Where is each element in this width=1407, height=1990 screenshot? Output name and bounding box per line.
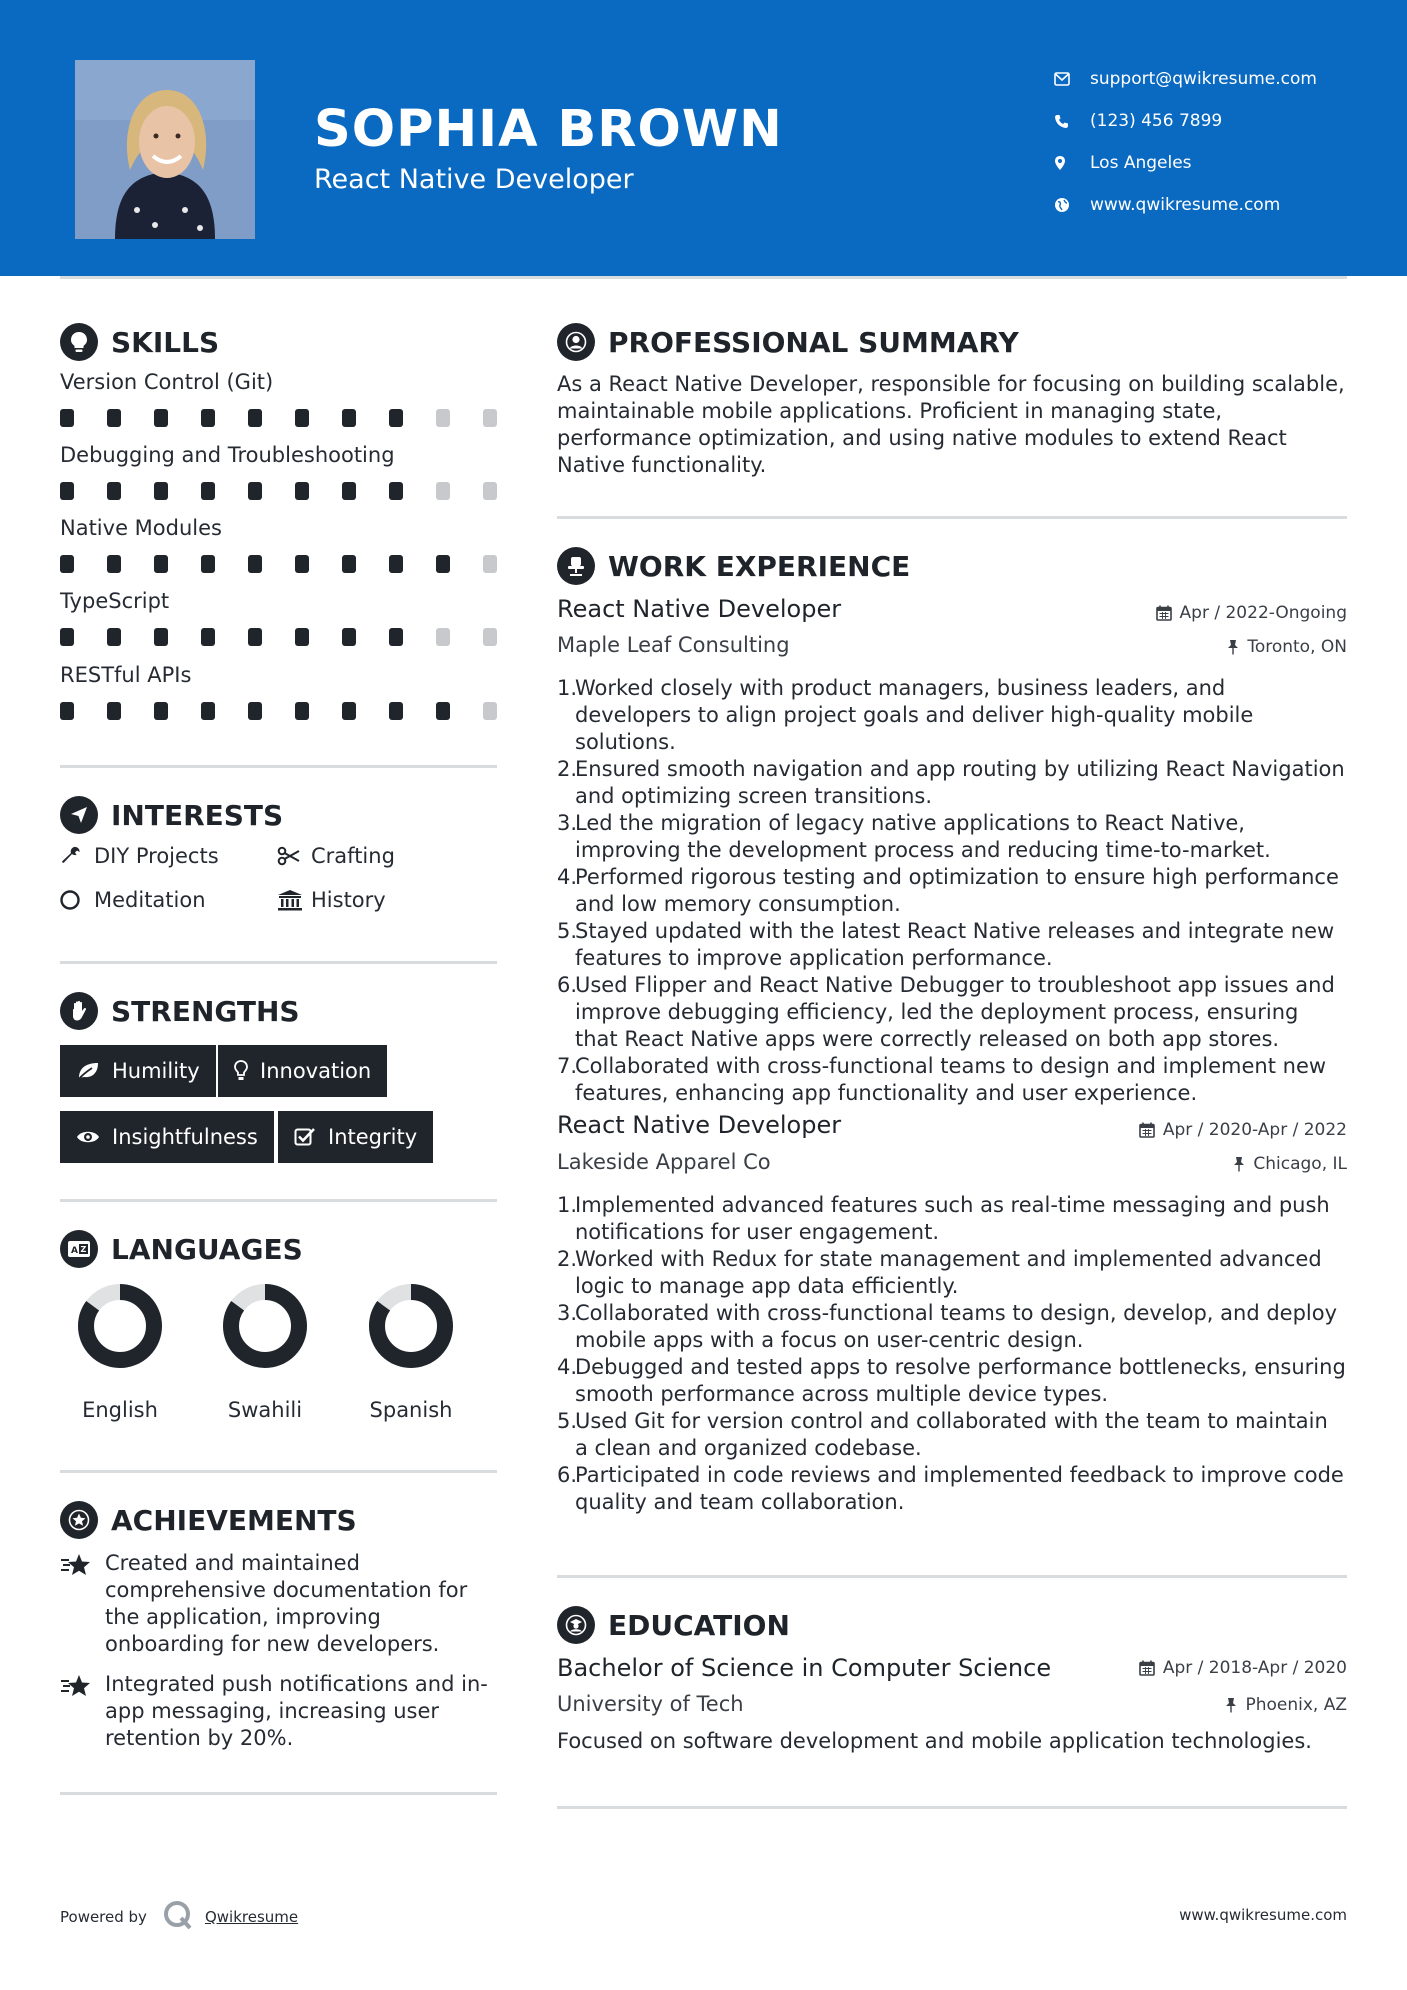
skill-level-dots xyxy=(60,555,500,573)
summary-heading xyxy=(557,323,1019,361)
languages-heading xyxy=(60,1230,303,1268)
user-icon xyxy=(557,323,595,361)
skill-dot-filled xyxy=(248,482,262,500)
skill-dot-filled xyxy=(295,628,309,646)
language-ring xyxy=(351,1280,471,1376)
duty-item: 4. Performed rigorous testing and optimization to ensure high performance and low memory consumption. xyxy=(557,864,1347,918)
duty-item: 2. Ensured smooth navigation and app routing by utilizing React Navigation and optimizing screen transitions. xyxy=(557,756,1347,810)
skill-name: Debugging and Troubleshooting xyxy=(60,443,395,467)
section-divider xyxy=(557,516,1347,519)
education-description: Focused on software development and mobile application technologies. xyxy=(557,1729,1312,1753)
contact-phone-text: (123) 456 7899 xyxy=(1090,111,1223,131)
language-proficiency-ring xyxy=(205,1280,325,1372)
svg-text:A: A xyxy=(71,1246,78,1256)
experience-heading xyxy=(557,547,910,585)
languages-title: LANGUAGES xyxy=(111,1232,303,1266)
duty-text: Ensured smooth navigation and app routing by utilizing React Navigation and optimizing screen transitions. xyxy=(575,757,1345,808)
duty-text: Stayed updated with the latest React Native releases and integrate new features to improve application performance. xyxy=(575,919,1335,970)
strength-label: Humility xyxy=(112,1059,200,1083)
strength-label: Innovation xyxy=(260,1059,372,1083)
interests-heading xyxy=(60,796,283,834)
skill-dot-filled xyxy=(60,702,74,720)
skill-dot-empty xyxy=(483,628,497,646)
globe-icon xyxy=(1054,197,1090,213)
skill-dot-filled xyxy=(295,482,309,500)
duty-text: Worked closely with product managers, business leaders, and developers to align project goals and deliver high-quality mobile solutions. xyxy=(575,676,1254,754)
skill-dot-empty xyxy=(483,482,497,500)
skill-dot-empty xyxy=(436,628,450,646)
star-icon xyxy=(60,1671,105,1752)
job-location xyxy=(1227,637,1347,657)
skill-dot-filled xyxy=(389,702,403,720)
brand-link[interactable]: Qwikresume xyxy=(204,1908,299,1926)
eye-icon xyxy=(76,1129,100,1145)
hand-icon xyxy=(60,992,98,1030)
skill-dot-filled xyxy=(107,702,121,720)
qwikresume-logo-icon xyxy=(163,1900,193,1934)
skill-dot-filled xyxy=(107,555,121,573)
job-title: React Native Developer xyxy=(557,1111,842,1139)
lightbulb-icon xyxy=(234,1060,248,1082)
section-divider xyxy=(60,765,497,768)
job-duties xyxy=(557,1192,1347,1516)
bank-icon xyxy=(277,889,311,911)
education-dates xyxy=(1139,1658,1347,1678)
candidate-role: React Native Developer xyxy=(314,164,634,195)
duty-item: 2. Worked with Redux for state management and implemented advanced logic to manage app data efficiently. xyxy=(557,1246,1347,1300)
duty-text: Collaborated with cross-functional teams to design, develop, and deploy mobile apps with a focus on user-centric design. xyxy=(575,1301,1338,1352)
job-company: Lakeside Apparel Co xyxy=(557,1150,771,1174)
skill-dot-empty xyxy=(483,555,497,573)
duty-text: Implemented advanced features such as real-time messaging and push notifications for user engagement. xyxy=(575,1193,1330,1244)
skill-dot-filled xyxy=(342,409,356,427)
calendar-icon xyxy=(1156,605,1172,621)
skill-dot-empty xyxy=(483,702,497,720)
skill-level-dots xyxy=(60,628,500,646)
paper-plane-icon xyxy=(60,796,98,834)
skill-dot-filled xyxy=(248,409,262,427)
achievement-item xyxy=(60,1550,500,1658)
footer-url[interactable]: www.qwikresume.com xyxy=(1179,1906,1347,1924)
calendar-icon xyxy=(1139,1660,1155,1676)
skill-dot-filled xyxy=(60,482,74,500)
section-divider xyxy=(60,961,497,964)
interest-item xyxy=(277,888,386,912)
skill-dot-filled xyxy=(389,482,403,500)
powered-by-text: Powered by xyxy=(60,1908,147,1926)
skill-dot-filled xyxy=(295,409,309,427)
duty-item: 1. Implemented advanced features such as real-time messaging and push notifications for user engagement. xyxy=(557,1192,1347,1246)
map-pin-icon xyxy=(1054,155,1090,171)
skills-title: SKILLS xyxy=(111,325,220,359)
skill-dot-filled xyxy=(154,702,168,720)
duty-text: Led the migration of legacy native applications to React Native, improving the development process and reducing time-to-market. xyxy=(575,811,1271,862)
skill-dot-filled xyxy=(201,555,215,573)
strength-chip xyxy=(60,1045,216,1097)
interest-label: History xyxy=(311,888,386,912)
job-dates xyxy=(1156,603,1347,623)
job-duties xyxy=(557,675,1347,1107)
contact-email[interactable] xyxy=(1054,58,1317,100)
skill-dot-filled xyxy=(201,409,215,427)
skill-dot-filled xyxy=(201,482,215,500)
strength-chip xyxy=(60,1111,274,1163)
duty-item: 3. Collaborated with cross-functional teams to design, develop, and deploy mobile apps with a focus on user-centric design. xyxy=(557,1300,1347,1354)
section-divider xyxy=(60,1470,497,1473)
strength-label: Insightfulness xyxy=(112,1125,258,1149)
language-label: English xyxy=(82,1398,158,1422)
skill-dot-filled xyxy=(60,409,74,427)
skill-dot-filled xyxy=(342,482,356,500)
skill-dot-filled xyxy=(201,702,215,720)
skill-dot-filled xyxy=(60,628,74,646)
circle-icon xyxy=(60,889,94,911)
skill-dot-filled xyxy=(389,628,403,646)
strength-chip xyxy=(278,1111,433,1163)
skill-level-dots xyxy=(60,702,500,720)
education-heading xyxy=(557,1606,790,1644)
duty-item: 5. Stayed updated with the latest React Native releases and integrate new features to improve application performance. xyxy=(557,918,1347,972)
education-location-text: Phoenix, AZ xyxy=(1245,1695,1347,1715)
skill-dot-empty xyxy=(483,409,497,427)
duty-text: Used Git for version control and collaborated with the team to maintain a clean and organized codebase. xyxy=(575,1409,1328,1460)
job-dates-text: Apr / 2020-Apr / 2022 xyxy=(1162,1120,1347,1140)
language-label: Spanish xyxy=(369,1398,453,1422)
interest-label: Crafting xyxy=(311,844,395,868)
skill-dot-filled xyxy=(154,555,168,573)
achievements-heading xyxy=(60,1501,357,1539)
skill-dot-filled xyxy=(389,409,403,427)
skill-dot-filled xyxy=(389,555,403,573)
calendar-icon xyxy=(1139,1122,1155,1138)
job-location xyxy=(1233,1154,1347,1174)
interest-item xyxy=(60,888,206,912)
skill-dot-filled xyxy=(295,555,309,573)
graduate-icon xyxy=(557,1606,595,1644)
duty-text: Performed rigorous testing and optimization to ensure high performance and low memory consumption. xyxy=(575,865,1339,916)
job-title: React Native Developer xyxy=(557,595,842,623)
duty-item: 7. Collaborated with cross-functional teams to design and implement new features, enhancing app functionality and user experience. xyxy=(557,1053,1347,1107)
checkbox-icon xyxy=(294,1127,316,1147)
wrench-icon xyxy=(60,845,94,867)
interest-item xyxy=(60,844,219,868)
duty-text: Used Flipper and React Native Debugger to troubleshoot app issues and improve debugging efficiency, led the deployment process, ensuring that React Native apps were correctly released on both app stores. xyxy=(575,973,1335,1051)
duty-text: Debugged and tested apps to resolve performance bottlenecks, ensuring smooth performance across multiple device types. xyxy=(575,1355,1346,1406)
contact-location-text: Los Angeles xyxy=(1090,153,1192,173)
skill-dot-filled xyxy=(60,555,74,573)
pushpin-icon xyxy=(1233,1156,1245,1172)
language-proficiency-ring xyxy=(351,1280,471,1372)
footer-powered-by xyxy=(60,1900,298,1934)
skill-dot-filled xyxy=(201,628,215,646)
skill-dot-filled xyxy=(107,628,121,646)
candidate-name: SOPHIA BROWN xyxy=(314,100,783,159)
strength-label: Integrity xyxy=(328,1125,418,1149)
skill-dot-filled xyxy=(154,628,168,646)
contact-phone[interactable] xyxy=(1054,100,1317,142)
duty-item: 3. Led the migration of legacy native applications to React Native, improving the development process and reducing time-to-market. xyxy=(557,810,1347,864)
contact-website[interactable] xyxy=(1054,184,1317,226)
lightbulb-icon xyxy=(60,323,98,361)
section-divider xyxy=(60,1199,497,1202)
skill-name: RESTful APIs xyxy=(60,663,192,687)
office-chair-icon xyxy=(557,547,595,585)
summary-text: As a React Native Developer, responsible for focusing on building scalable, maintainable mobile applications. Proficient in managing state, performance optimization, and using native modules to extend React Native functionality. xyxy=(557,372,1345,477)
skill-dot-empty xyxy=(436,482,450,500)
pushpin-icon xyxy=(1227,639,1239,655)
skill-level-dots xyxy=(60,409,500,427)
summary-title: PROFESSIONAL SUMMARY xyxy=(608,325,1019,359)
job-dates xyxy=(1139,1120,1347,1140)
duty-text: Collaborated with cross-functional teams to design and implement new features, enhancing app functionality and user experience. xyxy=(575,1054,1327,1105)
svg-text:Z: Z xyxy=(80,1245,87,1254)
section-divider xyxy=(60,1792,497,1795)
skill-dot-filled xyxy=(154,482,168,500)
skill-dot-filled xyxy=(248,555,262,573)
skill-dot-filled xyxy=(436,555,450,573)
school-name: University of Tech xyxy=(557,1692,744,1716)
interest-item xyxy=(277,844,395,868)
job-location-text: Chicago, IL xyxy=(1253,1154,1347,1174)
duty-item: 1. Worked closely with product managers, business leaders, and developers to align project goals and deliver high-quality mobile solutions. xyxy=(557,675,1347,756)
section-divider xyxy=(557,1806,1347,1809)
star-icon xyxy=(60,1550,105,1658)
skill-dot-filled xyxy=(107,482,121,500)
achievement-item xyxy=(60,1671,500,1752)
header-divider xyxy=(60,276,1347,279)
duty-text: Worked with Redux for state management and implemented advanced logic to manage app data efficiently. xyxy=(575,1247,1322,1298)
strength-chip xyxy=(218,1045,387,1097)
star-badge-icon xyxy=(60,1501,98,1539)
language-ring xyxy=(205,1280,325,1376)
achievement-text: Created and maintained comprehensive documentation for the application, improving onboarding for new developers. xyxy=(105,1551,468,1656)
language-proficiency-ring xyxy=(60,1280,180,1372)
skill-name: Native Modules xyxy=(60,516,222,540)
job-dates-text: Apr / 2022-Ongoing xyxy=(1179,603,1347,623)
language-label: Swahili xyxy=(227,1398,303,1422)
scissors-icon xyxy=(277,846,311,866)
achievements-title: ACHIEVEMENTS xyxy=(111,1503,357,1537)
achievement-text: Integrated push notifications and in-app messaging, increasing user retention by 20%. xyxy=(105,1672,488,1750)
interests-title: INTERESTS xyxy=(111,798,284,832)
skill-dot-filled xyxy=(342,702,356,720)
skill-name: Version Control (Git) xyxy=(60,370,274,394)
contact-list xyxy=(1054,58,1317,226)
phone-icon xyxy=(1054,114,1090,129)
education-dates-text: Apr / 2018-Apr / 2020 xyxy=(1162,1658,1347,1678)
job-company: Maple Leaf Consulting xyxy=(557,633,790,657)
skill-dot-filled xyxy=(154,409,168,427)
job-location-text: Toronto, ON xyxy=(1247,637,1347,657)
duty-text: Participated in code reviews and implemented feedback to improve code quality and team collaboration. xyxy=(575,1463,1344,1514)
skill-dot-filled xyxy=(248,702,262,720)
education-location xyxy=(1225,1695,1347,1715)
experience-title: WORK EXPERIENCE xyxy=(608,549,911,583)
section-divider xyxy=(557,1575,1347,1578)
translate-icon xyxy=(60,1230,98,1268)
skill-dot-filled xyxy=(436,702,450,720)
skill-dot-filled xyxy=(107,409,121,427)
skill-dot-empty xyxy=(436,409,450,427)
pushpin-icon xyxy=(1225,1697,1237,1713)
skill-level-dots xyxy=(60,482,500,500)
language-ring xyxy=(60,1280,180,1376)
leaf-icon xyxy=(76,1061,100,1081)
profile-photo xyxy=(75,60,255,239)
duty-item: 4. Debugged and tested apps to resolve performance bottlenecks, ensuring smooth performance across multiple device types. xyxy=(557,1355,1346,1406)
envelope-icon xyxy=(1054,72,1090,86)
skill-name: TypeScript xyxy=(60,589,170,613)
duty-item: 5. Used Git for version control and collaborated with the team to maintain a clean and organized codebase. xyxy=(557,1408,1347,1462)
skill-dot-filled xyxy=(342,628,356,646)
contact-email-text: support@qwikresume.com xyxy=(1090,69,1317,89)
degree-title: Bachelor of Science in Computer Science xyxy=(557,1654,1052,1682)
strengths-title: STRENGTHS xyxy=(111,994,300,1028)
strengths-heading xyxy=(60,992,300,1030)
duty-item: 6. Used Flipper and React Native Debugger to troubleshoot app issues and improve debugging efficiency, led the deployment process, ensuring that React Native apps were correctly released on both app stores. xyxy=(557,972,1347,1053)
interest-label: Meditation xyxy=(94,888,206,912)
header-banner xyxy=(0,0,1407,276)
duty-item: 6. Participated in code reviews and implemented feedback to improve code quality and team collaboration. xyxy=(557,1462,1347,1516)
education-title: EDUCATION xyxy=(608,1608,790,1642)
contact-location xyxy=(1054,142,1317,184)
skill-dot-filled xyxy=(295,702,309,720)
skills-heading xyxy=(60,323,219,361)
skill-dot-filled xyxy=(342,555,356,573)
contact-website-text: www.qwikresume.com xyxy=(1090,195,1281,215)
skill-dot-filled xyxy=(248,628,262,646)
interest-label: DIY Projects xyxy=(94,844,219,868)
